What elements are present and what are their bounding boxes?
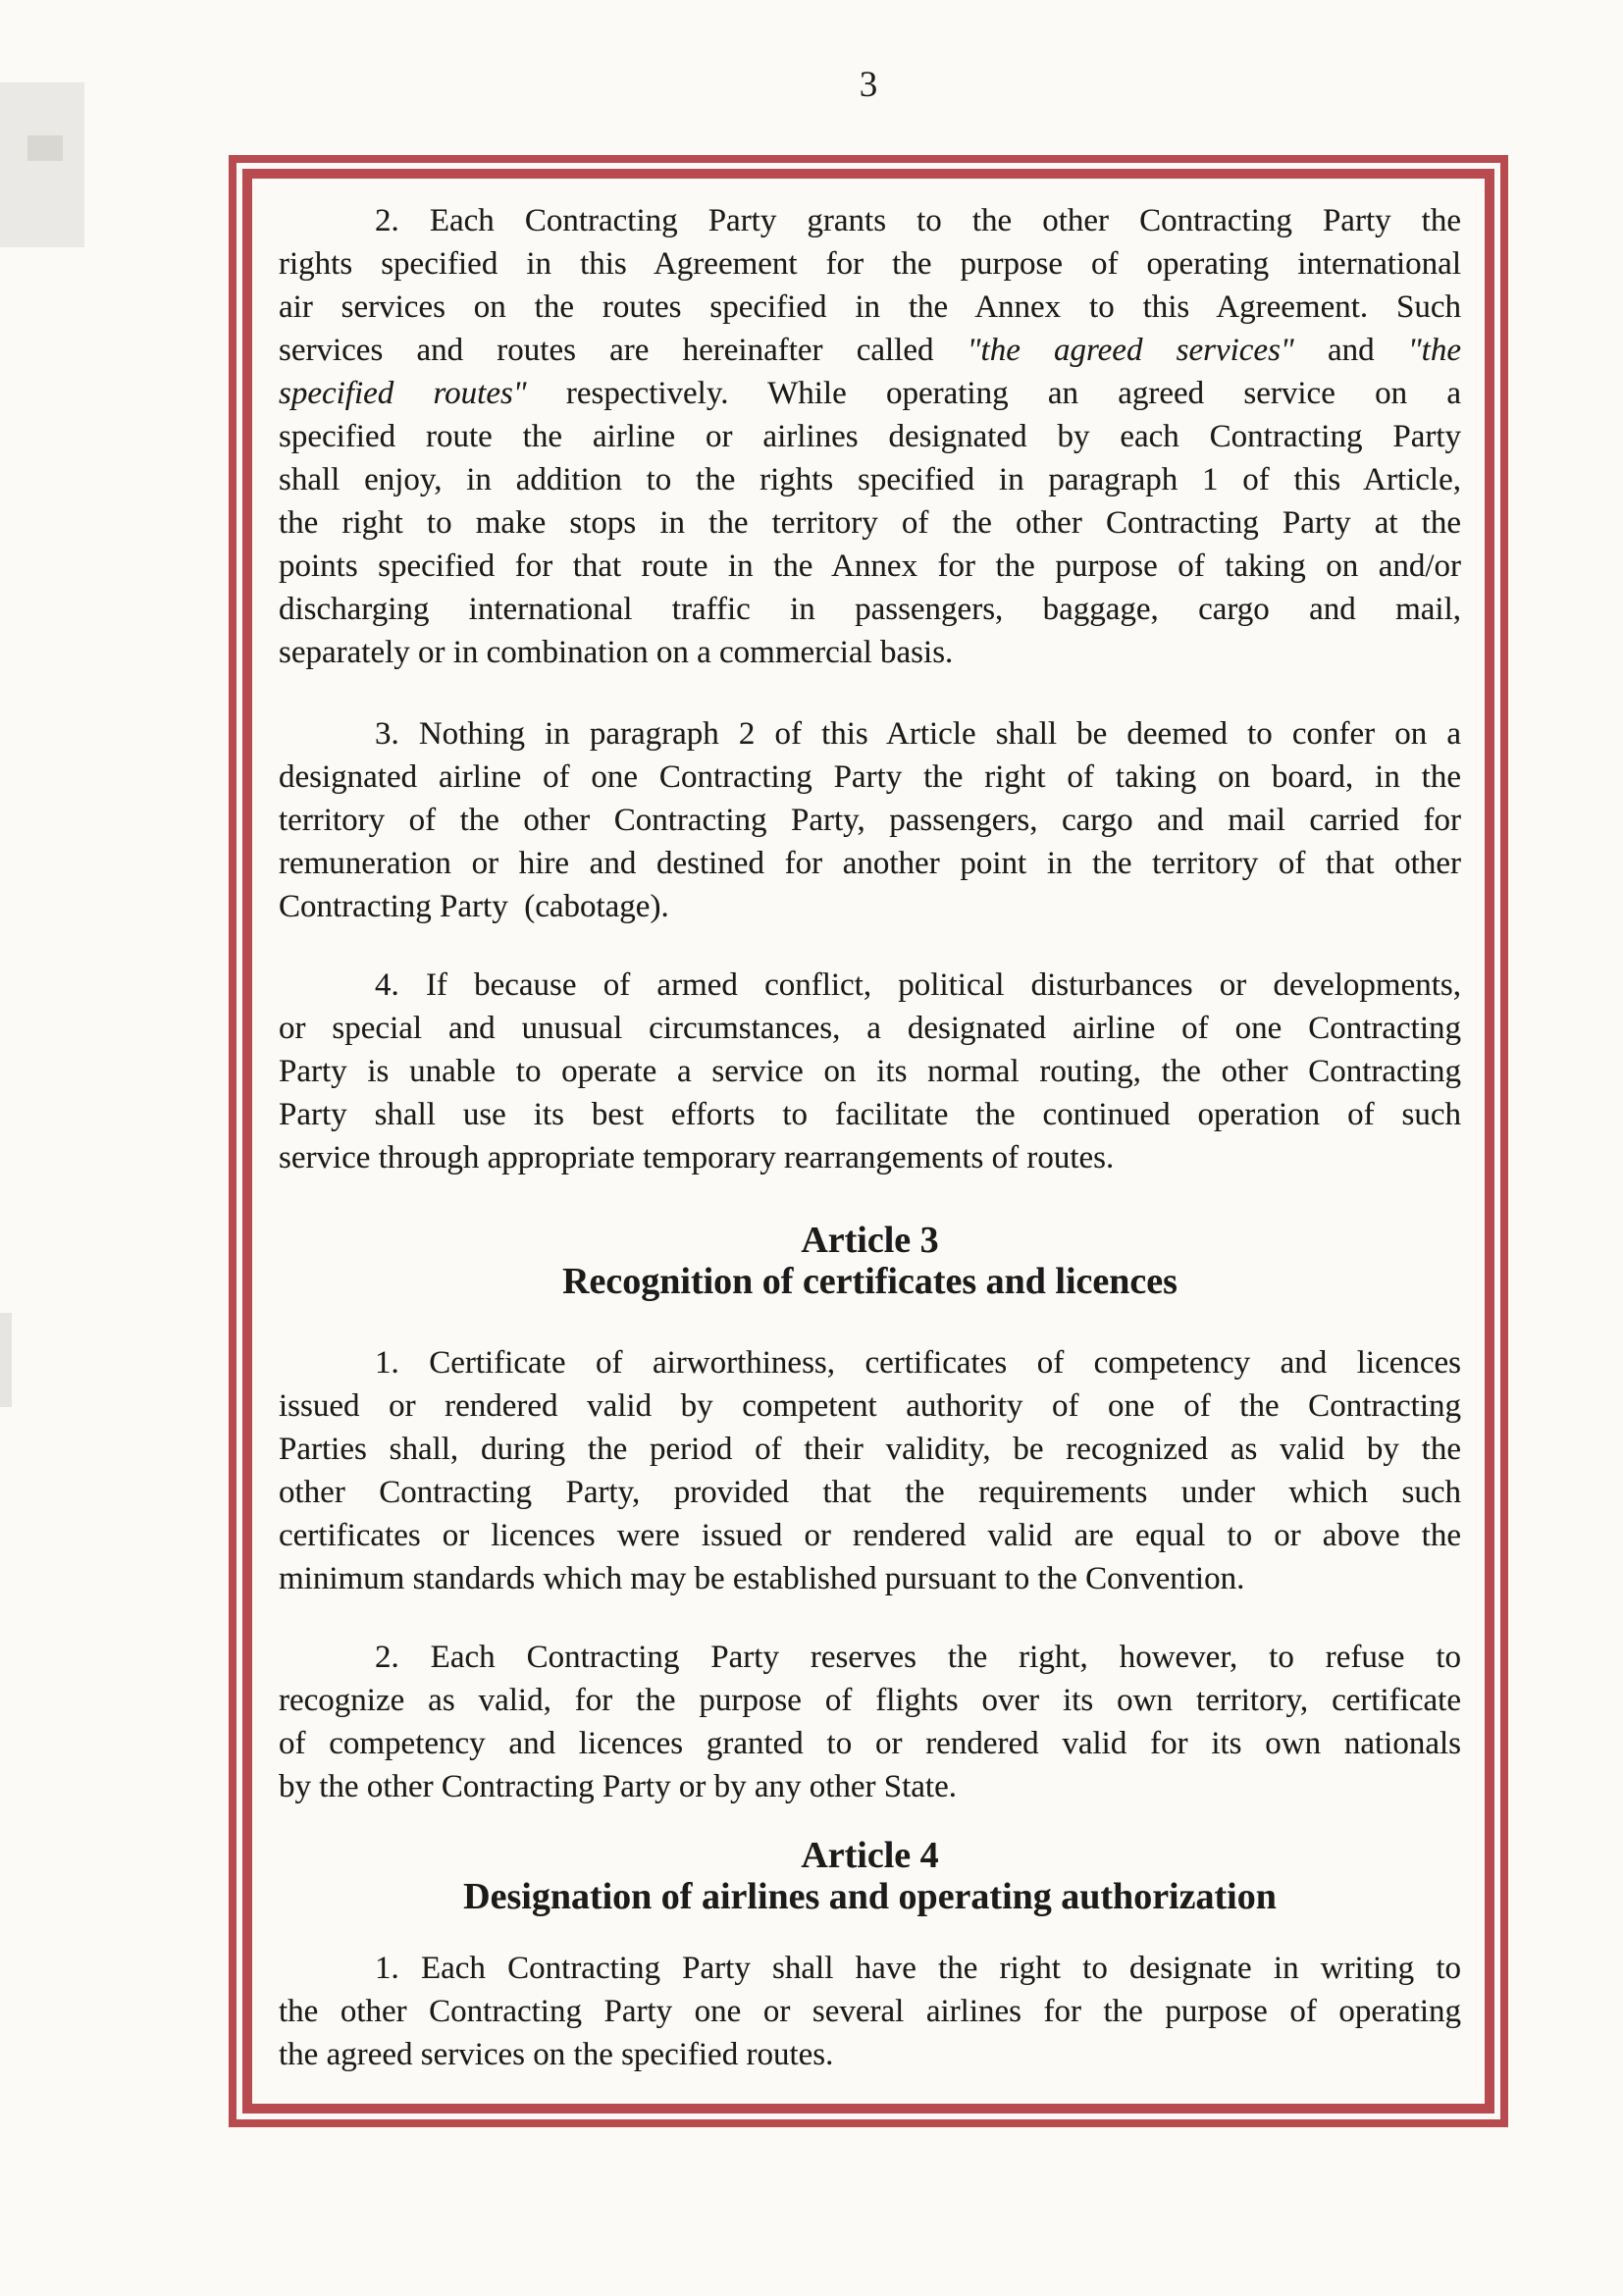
document-content	[252, 179, 1485, 2104]
text-segment: remuneration or hire and destined for another point in the territory of that other	[279, 846, 1461, 881]
text-line	[279, 799, 1461, 842]
heading-line	[279, 1261, 1461, 1302]
text-line	[279, 501, 1461, 545]
heading-text: Recognition of certificates and licences	[562, 1261, 1178, 1302]
text-line	[279, 712, 1461, 756]
text-line	[279, 1050, 1461, 1093]
text-line	[279, 1136, 1461, 1179]
heading-text: Article 4	[801, 1835, 939, 1876]
scan-artifact	[0, 1313, 12, 1407]
text-line	[279, 1384, 1461, 1428]
heading-line	[279, 1876, 1461, 1917]
text-line	[279, 1007, 1461, 1050]
text-line	[279, 1679, 1461, 1722]
text-segment: 3. Nothing in paragraph 2 of this Article shall be deemed to confer on a	[375, 716, 1461, 752]
heading-line	[279, 1220, 1461, 1261]
text-segment: the agreed services on the specified routes.	[279, 2037, 834, 2072]
text-segment: respectively. While operating an agreed service on a	[526, 376, 1461, 411]
text-line	[279, 885, 1461, 928]
text-segment: service through appropriate temporary rearrangements of routes.	[279, 1140, 1115, 1175]
text-line	[279, 1428, 1461, 1471]
text-line	[279, 1947, 1461, 1990]
text-line	[279, 329, 1461, 372]
text-line	[279, 842, 1461, 885]
text-segment: separately or in combination on a commercial basis.	[279, 635, 954, 670]
text-segment: discharging international traffic in passengers, baggage, cargo and mail,	[279, 592, 1461, 627]
text-segment: by the other Contracting Party or by any other State.	[279, 1769, 958, 1804]
italic-text: "the	[1407, 333, 1461, 368]
text-segment: points specified for that route in the Annex for the purpose of taking on and/or	[279, 548, 1461, 584]
text-segment: the right to make stops in the territory of the other Contracting Party at the	[279, 505, 1461, 541]
text-line	[279, 1765, 1461, 1808]
text-segment: 1. Each Contracting Party shall have the right to designate in writing to	[375, 1951, 1461, 1986]
text-segment: Party shall use its best efforts to facilitate the continued operation of such	[279, 1097, 1461, 1132]
text-segment: minimum standards which may be established pursuant to the Convention.	[279, 1561, 1245, 1596]
text-line	[279, 1636, 1461, 1679]
italic-text: specified routes"	[279, 376, 527, 411]
text-line	[279, 1557, 1461, 1600]
text-line	[279, 964, 1461, 1007]
text-line	[279, 1471, 1461, 1514]
text-segment: 1. Certificate of airworthiness, certificates of competency and licences	[375, 1345, 1461, 1381]
text-line	[279, 242, 1461, 286]
paragraph	[279, 1636, 1461, 1808]
text-line	[279, 199, 1461, 242]
page-number: 3	[859, 65, 878, 105]
text-segment: of competency and licences granted to or rendered valid for its own nationals	[279, 1726, 1461, 1761]
text-segment: certificates or licences were issued or rendered valid are equal to or above the	[279, 1518, 1461, 1553]
scan-artifact	[27, 135, 63, 161]
text-segment: 4. If because of armed conflict, political disturbances or developments,	[375, 967, 1461, 1003]
text-segment: Party is unable to operate a service on its normal routing, the other Contracting	[279, 1054, 1461, 1089]
article-heading	[279, 1220, 1461, 1302]
text-line	[279, 756, 1461, 799]
paragraph	[279, 712, 1461, 928]
paragraph	[279, 964, 1461, 1179]
text-segment: shall enjoy, in addition to the rights specified in paragraph 1 of this Article,	[279, 462, 1461, 497]
text-segment: recognize as valid, for the purpose of flights over its own territory, certificate	[279, 1683, 1461, 1718]
article-heading	[279, 1835, 1461, 1917]
text-segment: services and routes are hereinafter called	[279, 333, 968, 368]
text-segment: Contracting Party (cabotage).	[279, 889, 669, 924]
page-border-frame	[229, 155, 1508, 2127]
heading-line	[279, 1835, 1461, 1876]
text-segment: specified route the airline or airlines designated by each Contracting Party	[279, 419, 1461, 454]
text-line	[279, 1093, 1461, 1136]
text-line	[279, 1514, 1461, 1557]
text-segment: air services on the routes specified in the Annex to this Agreement. Such	[279, 289, 1461, 325]
text-line	[279, 1341, 1461, 1384]
text-segment: designated airline of one Contracting Party the right of taking on board, in the	[279, 759, 1461, 795]
text-line	[279, 415, 1461, 458]
italic-text: "the agreed services"	[967, 333, 1294, 368]
heading-text: Article 3	[801, 1220, 939, 1261]
text-segment: 2. Each Contracting Party grants to the other Contracting Party the	[375, 203, 1461, 238]
text-line	[279, 372, 1461, 415]
text-segment: issued or rendered valid by competent authority of one of the Contracting	[279, 1388, 1461, 1424]
text-segment: other Contracting Party, provided that the requirements under which such	[279, 1475, 1461, 1510]
paragraph	[279, 199, 1461, 674]
text-segment: territory of the other Contracting Party, passengers, cargo and mail carried for	[279, 803, 1461, 838]
paragraph	[279, 1341, 1461, 1600]
text-segment: or special and unusual circumstances, a designated airline of one Contracting	[279, 1011, 1461, 1046]
text-line	[279, 1722, 1461, 1765]
text-line	[279, 286, 1461, 329]
scan-artifact	[0, 82, 84, 247]
text-line	[279, 1990, 1461, 2033]
text-line	[279, 458, 1461, 501]
text-line	[279, 545, 1461, 588]
heading-text: Designation of airlines and operating authorization	[463, 1876, 1277, 1917]
text-line	[279, 2033, 1461, 2076]
text-segment: Parties shall, during the period of their validity, be recognized as valid by the	[279, 1432, 1461, 1467]
text-segment: rights specified in this Agreement for the purpose of operating international	[279, 246, 1461, 282]
text-segment: the other Contracting Party one or several airlines for the purpose of operating	[279, 1994, 1461, 2029]
paragraph	[279, 1947, 1461, 2076]
text-segment: and	[1293, 333, 1408, 368]
text-line	[279, 631, 1461, 674]
text-line	[279, 588, 1461, 631]
text-segment: 2. Each Contracting Party reserves the right, however, to refuse to	[375, 1640, 1461, 1675]
